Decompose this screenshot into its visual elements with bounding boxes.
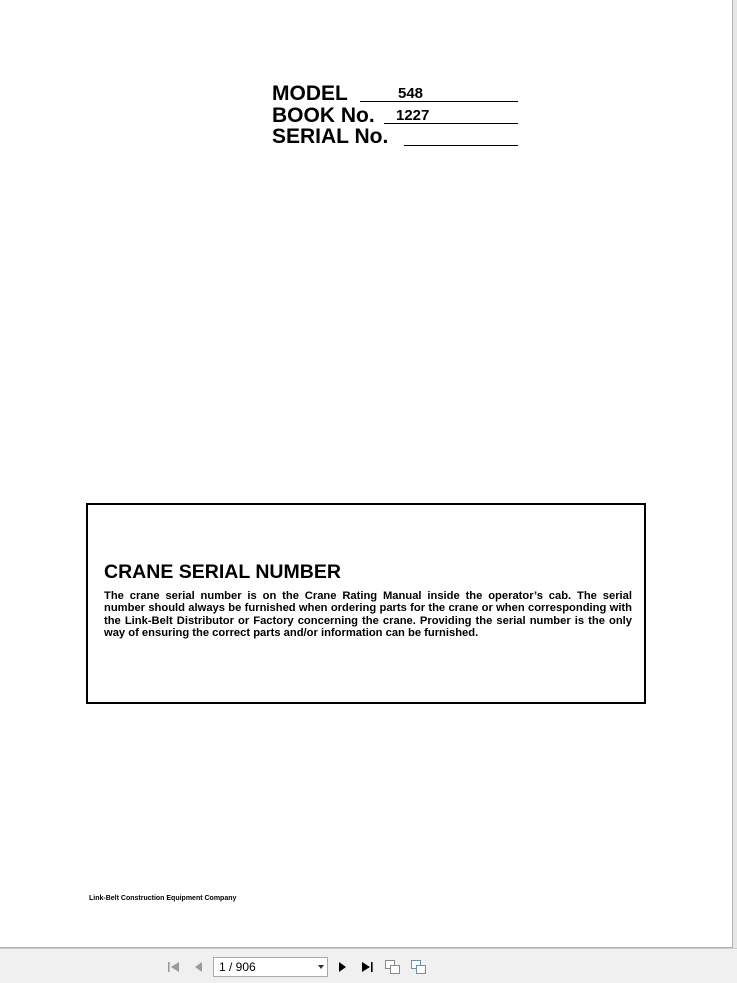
two-page-view-icon[interactable] — [410, 958, 428, 976]
model-value: 548 — [360, 83, 518, 102]
viewer-toolbar — [0, 948, 737, 983]
serial-label: SERIAL No. — [272, 125, 389, 148]
next-page-icon[interactable] — [333, 958, 351, 976]
document-header — [272, 83, 532, 148]
footer-company-name: Link-Belt Construction Equipment Company — [89, 895, 237, 902]
model-row — [272, 83, 532, 105]
single-page-view-icon[interactable] — [384, 958, 402, 976]
serial-row — [272, 126, 532, 148]
page-number-select[interactable] — [213, 957, 328, 977]
previous-page-icon[interactable] — [189, 958, 207, 976]
chevron-down-icon — [318, 965, 324, 969]
crane-serial-number-box — [86, 503, 646, 704]
book-value: 1227 — [384, 105, 518, 124]
book-row — [272, 105, 532, 127]
serial-value — [404, 126, 518, 146]
book-label: BOOK No. — [272, 103, 375, 127]
last-page-icon[interactable] — [358, 958, 376, 976]
serial-box-title: CRANE SERIAL NUMBER — [104, 561, 341, 583]
model-label: MODEL — [272, 82, 348, 105]
serial-box-body: The crane serial number is on the Crane Rating Manual inside the operator’s cab. The serial number should always be furnished when ordering parts for the crane or when corresponding with the Link-Belt Distributor or Factory concerning the crane. Providing the serial number is the only way of ensuring the correct parts and/or information can be furnished. — [104, 590, 632, 640]
first-page-icon[interactable] — [165, 958, 183, 976]
page-indicator: 1 / 906 — [219, 960, 256, 974]
